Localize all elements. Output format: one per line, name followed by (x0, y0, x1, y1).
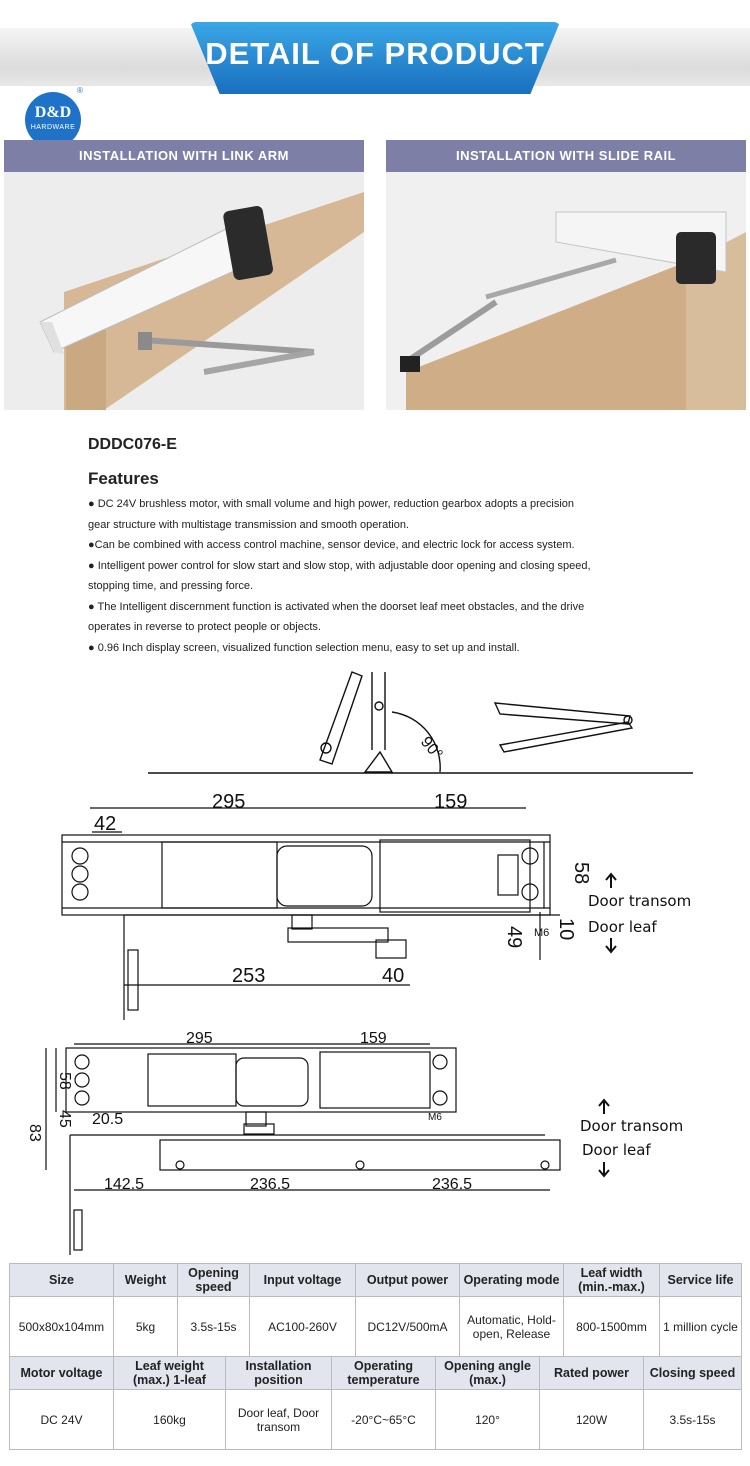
dim-236-5-b: 236.5 (432, 1176, 473, 1193)
spec-value: 120W (540, 1390, 644, 1450)
spec-value: -20°C~65°C (332, 1390, 436, 1450)
feature-line: ● 0.96 Inch display screen, visualized function selection menu, easy to set up and install. (88, 641, 520, 654)
logo-sub: HARDWARE (30, 124, 76, 131)
feature-line: ● The Intelligent discernment function is activated when the doorset leaf meet obstacles, and the drive (88, 600, 585, 613)
spec-header: Leaf width (min.-max.) (564, 1264, 660, 1297)
dim-159-top: 159 (434, 791, 468, 813)
spec-header: Weight (114, 1264, 178, 1297)
dim-295-bottom: 295 (186, 1030, 213, 1047)
registered-mark: ® (77, 86, 83, 95)
bottom-view (46, 1044, 560, 1255)
arrow-up-icon (606, 874, 616, 888)
arrow-down-icon (606, 938, 616, 952)
photo-link-arm (4, 172, 364, 410)
spec-header: Operating mode (460, 1264, 564, 1297)
spec-value: 3.5s-15s (644, 1390, 742, 1450)
technical-drawing (0, 660, 750, 1255)
spec-value: 800-1500mm (564, 1297, 660, 1357)
dim-10: 10 (555, 918, 577, 941)
logo-brand: D&D (34, 104, 72, 121)
dim-253: 253 (232, 965, 266, 987)
angle-label: 90° (416, 733, 446, 764)
dim-295-top: 295 (212, 791, 246, 813)
arrow-up-icon (599, 1100, 609, 1114)
spec-value: 5kg (114, 1297, 178, 1357)
dim-40: 40 (382, 965, 405, 987)
spec-value: DC12V/500mA (356, 1297, 460, 1357)
dim-142-5: 142.5 (104, 1176, 145, 1193)
spec-header: Output power (356, 1264, 460, 1297)
label-door-transom-top: Door transom (588, 892, 692, 910)
label-link-arm: INSTALLATION WITH LINK ARM (4, 140, 364, 172)
spec-header: Opening angle (max.) (436, 1357, 540, 1390)
spec-header: Closing speed (644, 1357, 742, 1390)
label-slide-rail: INSTALLATION WITH SLIDE RAIL (386, 140, 746, 172)
spec-value: Automatic, Hold-open, Release (460, 1297, 564, 1357)
spec-value: Door leaf, Door transom (226, 1390, 332, 1450)
spec-header: Rated power (540, 1357, 644, 1390)
spec-value: 120° (436, 1390, 540, 1450)
spec-header: Motor voltage (10, 1357, 114, 1390)
feature-line: ●Can be combined with access control machine, sensor device, and electric lock for access system. (88, 539, 575, 551)
spec-header: Opening speed (178, 1264, 250, 1297)
spec-value: 3.5s-15s (178, 1297, 250, 1357)
spec-header: Leaf weight (max.) 1-leaf (114, 1357, 226, 1390)
dim-42: 42 (94, 813, 117, 835)
page-title: DETAIL OF PRODUCT (205, 36, 545, 71)
spec-value: 1 million cycle (660, 1297, 742, 1357)
dim-159-bottom: 159 (360, 1030, 387, 1047)
feature-line: stopping time, and pressing force. (88, 580, 254, 592)
spec-value: 500x80x104mm (10, 1297, 114, 1357)
spec-value: AC100-260V (250, 1297, 356, 1357)
label-door-leaf-top: Door leaf (588, 918, 657, 936)
features-list (88, 494, 728, 658)
spec-header: Operating temperature (332, 1357, 436, 1390)
angle-sketch (148, 672, 693, 773)
feature-line: gear structure with multistage transmission and smooth operation. (88, 518, 409, 531)
label-door-transom-bottom: Door transom (580, 1117, 684, 1135)
dim-236-5-a: 236.5 (250, 1176, 291, 1193)
photo-slide-rail (386, 172, 746, 410)
product-model: DDDC076-E (88, 436, 177, 453)
m6-bottom: M6 (428, 1112, 442, 1123)
feature-line: ● DC 24V brushless motor, with small volume and high power, reduction gearbox adopts a precision (88, 498, 575, 510)
features-heading: Features (88, 469, 159, 488)
spec-value: 160kg (114, 1390, 226, 1450)
dim-83: 83 (26, 1124, 43, 1142)
spec-header: Service life (660, 1264, 742, 1297)
specs-table-2 (9, 1356, 742, 1450)
label-door-leaf-bottom: Door leaf (582, 1141, 651, 1159)
specs-table-1 (9, 1263, 742, 1357)
dim-58-top: 58 (570, 862, 592, 885)
dim-58-bottom: 58 (56, 1072, 73, 1090)
feature-line: operates in reverse to protect people or objects. (88, 621, 321, 633)
top-view (62, 808, 560, 1020)
dim-45: 45 (56, 1110, 73, 1128)
spec-header: Input voltage (250, 1264, 356, 1297)
title-tab (190, 22, 560, 94)
spec-header: Installation position (226, 1357, 332, 1390)
dim-20-5: 20.5 (92, 1111, 124, 1128)
feature-line: ● Intelligent power control for slow start and slow stop, with adjustable door opening and closing speed, (88, 559, 591, 572)
dim-49: 49 (503, 926, 525, 949)
spec-value: DC 24V (10, 1390, 114, 1450)
arrow-down-icon (599, 1162, 609, 1176)
spec-header: Size (10, 1264, 114, 1297)
m6-top: M6 (534, 927, 550, 939)
